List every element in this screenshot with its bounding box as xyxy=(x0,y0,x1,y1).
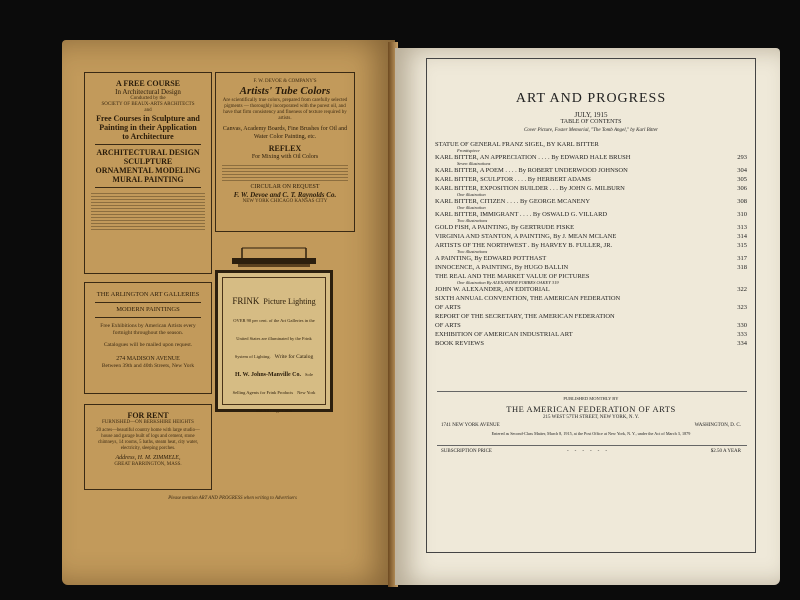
toc-entry-text: GOLD FISH, A PAINTING, By GERTRUDE FISKE xyxy=(435,224,575,231)
toc-entry-text: REPORT OF THE SECRETARY, THE AMERICAN FEDERATION xyxy=(435,313,615,320)
toc-entry-text: OF ARTS xyxy=(435,304,461,311)
ad-for-rent xyxy=(84,404,212,490)
publisher-address2: 1741 NEW YORK AVENUE xyxy=(441,423,500,428)
toc-entry xyxy=(435,224,747,231)
toc-entry xyxy=(435,176,747,183)
toc-entry-page: 322 xyxy=(737,286,747,293)
ad-arlington-cat: Catalogues will be mailed upon request. xyxy=(103,342,193,348)
toc-entry-note: One illustration xyxy=(457,205,486,210)
toc-entry-text: KARL BITTER, EXPOSITION BUILDER . . . By JOHN G. MILBURN xyxy=(435,185,625,192)
toc-entry xyxy=(435,167,747,174)
toc-entry-text: BOOK REVIEWS xyxy=(435,340,484,347)
toc-entry-text: KARL BITTER, IMMIGRANT . . . . By OSWALD G. VILLARD xyxy=(435,211,608,218)
toc-entry-page: 323 xyxy=(737,304,747,311)
toc-entry-note: One illustration By ALEXANDER FORBES OAKEY 319 xyxy=(457,280,559,285)
toc-entry-page: 293 xyxy=(737,154,747,161)
toc-entry xyxy=(435,340,747,347)
ad-frink-title: FRINK xyxy=(232,296,260,306)
ad-rent-address: Address, H. M. ZIMMELE, xyxy=(115,455,181,461)
ad-frink xyxy=(215,270,333,412)
ad-devoe-canvas: Canvas, Academy Boards, Fine Brushes for Oil and Water Color Painting, etc. xyxy=(222,126,348,140)
toc-entry xyxy=(435,331,747,338)
toc-divider xyxy=(437,391,747,392)
ad-free-course xyxy=(84,72,212,274)
toc-entry xyxy=(435,273,747,285)
toc-entry-text: STATUE OF GENERAL FRANZ SIGEL, BY KARL BITTER xyxy=(435,141,599,148)
toc-entry-note: Seven illustrations xyxy=(457,161,491,166)
ad-frink-sub: Picture Lighting xyxy=(263,297,316,306)
ad-course-heading2: SCULPTURE xyxy=(123,157,173,166)
toc-entry-text: THE REAL AND THE MARKET VALUE OF PICTURES xyxy=(435,273,590,280)
toc-entry-text: KARL BITTER, AN APPRECIATION . . . . By EDWARD HALE BRUSH xyxy=(435,154,631,161)
toc-entry-page: 318 xyxy=(737,264,747,271)
ad-course-heading4: MURAL PAINTING xyxy=(112,175,184,184)
toc-entry xyxy=(435,304,747,311)
ad-arlington-title: THE ARLINGTON ART GALLERIES xyxy=(96,291,200,298)
ad-rent-body: 20 acres—beautiful country home with large studio—house and garage built of logs and cement, stone chimneys, 14 rooms, 5 baths, steam heat, city water, electricity, sleeping porches. xyxy=(96,428,200,451)
ad-course-line5: and xyxy=(144,108,152,113)
toc-entry xyxy=(435,264,747,271)
ad-arlington-address: 274 MADISON AVENUE xyxy=(116,356,180,362)
toc-entry-text: ARTISTS OF THE NORTHWEST . By HARVEY B. FULLER, JR. xyxy=(435,242,613,249)
ad-arlington-sub: MODERN PAINTINGS xyxy=(116,306,180,313)
ad-course-line4: SOCIETY OF BEAUX-ARTS ARCHITECTS xyxy=(101,102,195,107)
toc-entry-page: 310 xyxy=(737,211,747,218)
toc-entry-text: JOHN W. ALEXANDER, AN EDITORIAL xyxy=(435,286,550,293)
ad-course-heading1: ARCHITECTURAL DESIGN xyxy=(96,148,200,157)
ad-rent-title: FOR RENT xyxy=(127,411,169,420)
ad-devoe xyxy=(215,72,355,232)
toc-entry-text: OF ARTS xyxy=(435,322,461,329)
toc-entry xyxy=(435,295,747,302)
ad-course-line7: Painting in their Application xyxy=(99,123,197,132)
toc-entry xyxy=(435,233,747,240)
ad-course-line2: In Architectural Design xyxy=(115,88,181,96)
toc-entry-text: KARL BITTER, SCULPTOR . . . . By HERBERT ADAMS xyxy=(435,176,591,183)
ad-course-fine-print xyxy=(91,191,205,231)
table-of-contents: ART AND PROGRESS JULY, 1915 TABLE OF CONTENTS Cover Picture, Foster Memorial, "The Tomb Angel," by Karl Bitter STATUE OF GENERAL FRANZ SIGEL, BY KARL BITTER Frontispiece KARL BITTER, AN APPRECIATION . . . . By EDWARD HALE BRUSH 293 Seven illustrations KARL BITTER, A POEM . . . . By ROBERT UNDERWOOD JOHNSON 304 KARL BITTER, SCULPTOR . . . . By HERBERT ADAMS 305 KARL BITTER, EXPOSITION BUILDER . . . By JOHN G. MILBURN 306 One illustration KARL BITTER, CITIZEN . . . . By GEORGE MCANENY 308 One illustration KARL BITTER, IMMIGRANT . . . . By OSWALD G. VILLARD 310 Two illustrations GOLD FISH, A PAINTING, By GERTRUDE FISKE 313 VIRGINIA AND STANTON, A PAINTING, By J. MEAN MCLANE 314 ARTISTS OF THE NORTHWEST . By HARVEY B. FULLER, JR. 315 Two illustrations A PAINTING, By EDWARD POTTHAST 317 INNOCENCE, A PAINTING, By HUGO BALLIN 318 THE REAL AND THE MARKET VALUE OF PICTURES One illustration By ALEXANDER FORBES OAKEY 319 JOHN W. ALEXANDER, AN EDITORIAL 322 SIXTH ANNUAL CONVENTION, THE AMERICAN FEDERATION OF ARTS 323 REPORT OF THE SECRETARY, THE AMERICAN FEDERATION OF ARTS 330 EXHIBITION OF AMERICAN INDUSTRIAL ART 333 BOOK REVIEWS 334 PUBLISHED MONTHLY BY THE AMERICAN FEDERATION OF ARTS 215 WEST 57TH STREET, NEW YORK, N. Y. 1741 NEW YORK AVENUE WASHINGTON, D. C. Entered as Second-Class Matter, March 8, 1915, at the Post Office at New York, N. Y., under the Act of March 3, 1879 SUBSCRIPTION PRICE ------ $2.50 A YEAR xyxy=(426,58,756,553)
entry-notice: Entered as Second-Class Matter, March 8, 1915, at the Post Office at New York, N. Y., under the Act of March 3, 1879 xyxy=(491,431,691,436)
toc-entry-page: 334 xyxy=(737,340,747,347)
toc-entry-page: 330 xyxy=(737,322,747,329)
toc-entry-note: Two illustrations xyxy=(457,249,488,254)
toc-entry-page: 308 xyxy=(737,198,747,205)
toc-entry-page: 305 xyxy=(737,176,747,183)
toc-entry-note: One illustration xyxy=(457,192,486,197)
ad-course-line8: to Architecture xyxy=(122,132,174,141)
ad-arlington xyxy=(84,282,212,394)
toc-entry xyxy=(435,185,747,197)
ad-frink-write: Write for Catalog xyxy=(274,354,314,360)
ad-devoe-product: Artists' Tube Colors xyxy=(239,85,331,97)
ad-devoe-company: F. W. DEVOE & COMPANY'S xyxy=(253,79,317,84)
ad-devoe-reflex-sub: For Mixing with Oil Colors xyxy=(251,154,319,160)
toc-entry-text: INNOCENCE, A PAINTING, By HUGO BALLIN xyxy=(435,264,569,271)
toc-entry-page: 315 xyxy=(737,242,747,249)
ad-course-line3: Conducted by the xyxy=(130,96,166,101)
toc-entry xyxy=(435,313,747,320)
ad-frink-cities: New York and All Large Cities xyxy=(255,390,316,413)
picture-lamp-illustration xyxy=(228,246,320,270)
ad-devoe-cities: NEW YORK CHICAGO KANSAS CITY xyxy=(242,199,328,204)
toc-entry xyxy=(435,255,747,262)
ad-frink-body: OVER 90 per cent. of the Art Galleries in the United States are illuminated by the Frink System of Lighting. xyxy=(233,318,315,359)
subscription-price: $2.50 A YEAR xyxy=(710,449,741,454)
left-page-footer: Please mention ART AND PROGRESS when writing to Advertisers xyxy=(168,496,297,501)
ad-devoe-body: Are scientifically true colors, prepared from carefully selected pigments — thoroughly incorporated with the purest oil, and have that firm consistency and fineness of texture required by artists. xyxy=(222,98,348,121)
toc-entry xyxy=(435,198,747,210)
ad-course-title: A FREE COURSE xyxy=(115,79,180,88)
toc-entry xyxy=(435,211,747,223)
toc-entry-text: KARL BITTER, A POEM . . . . By ROBERT UNDERWOOD JOHNSON xyxy=(435,167,628,174)
toc-entry-page: 313 xyxy=(737,224,747,231)
toc-entry-text: EXHIBITION OF AMERICAN INDUSTRIAL ART xyxy=(435,331,573,338)
toc-entry xyxy=(435,286,747,293)
publisher-address1: 215 WEST 57TH STREET, NEW YORK, N. Y. xyxy=(543,415,639,420)
ad-course-line6: Free Courses in Sculpture and xyxy=(96,114,200,123)
publisher-name: THE AMERICAN FEDERATION OF ARTS xyxy=(506,404,676,414)
ad-frink-agents: Sole Selling Agents for Frink Products xyxy=(232,372,314,395)
ad-devoe-fine-print xyxy=(222,163,348,181)
toc-entry-note: Frontispiece xyxy=(457,148,480,153)
ad-arlington-between: Between 39th and 40th Streets, New York xyxy=(101,363,195,369)
toc-label: TABLE OF CONTENTS xyxy=(560,119,622,125)
magazine-title: ART AND PROGRESS xyxy=(515,91,667,106)
ad-rent-city: GREAT BARRINGTON, MASS. xyxy=(114,462,182,467)
publisher-address2b: WASHINGTON, D. C. xyxy=(694,423,741,428)
toc-entry-page: 306 xyxy=(737,185,747,192)
toc-entry-page: 314 xyxy=(737,233,747,240)
toc-entry-text: VIRGINIA AND STANTON, A PAINTING, By J. MEAN MCLANE xyxy=(435,233,617,240)
subscription-label: SUBSCRIPTION PRICE xyxy=(441,449,492,454)
ad-devoe-circular: CIRCULAR ON REQUEST xyxy=(250,184,320,190)
cover-caption: Cover Picture, Foster Memorial, "The Tomb Angel," by Karl Bitter xyxy=(523,128,658,133)
toc-entry-note: Two illustrations xyxy=(457,218,488,223)
ad-rent-sub: FURNISHED—ON BERKSHIRE HEIGHTS xyxy=(102,420,194,425)
toc-entry-page: 304 xyxy=(737,167,747,174)
toc-entry xyxy=(435,322,747,329)
toc-entry-text: SIXTH ANNUAL CONVENTION, THE AMERICAN FEDERATION xyxy=(435,295,621,302)
issue-date: JULY, 1915 xyxy=(574,111,608,119)
toc-entry-text: A PAINTING, By EDWARD POTTHAST xyxy=(435,255,547,262)
toc-entry xyxy=(435,154,747,166)
ad-devoe-reflex: REFLEX xyxy=(268,144,302,153)
toc-entry-text: KARL BITTER, CITIZEN . . . . By GEORGE MCANENY xyxy=(435,198,591,205)
toc-entry xyxy=(435,141,747,153)
toc-entry-page: 317 xyxy=(737,255,747,262)
ad-frink-maker: H. W. Johns-Manville Co. xyxy=(234,372,301,378)
published-label: PUBLISHED MONTHLY BY xyxy=(563,396,619,401)
subscription-divider xyxy=(437,445,747,446)
toc-entry-page: 333 xyxy=(737,331,747,338)
toc-entry xyxy=(435,242,747,254)
ad-devoe-maker: F. W. Devoe and C. T. Raynolds Co. xyxy=(233,191,337,199)
ad-arlington-body: Free Exhibitions by American Artists every fortnight throughout the season. xyxy=(100,323,196,336)
ad-course-heading3: ORNAMENTAL MODELING xyxy=(95,166,201,175)
